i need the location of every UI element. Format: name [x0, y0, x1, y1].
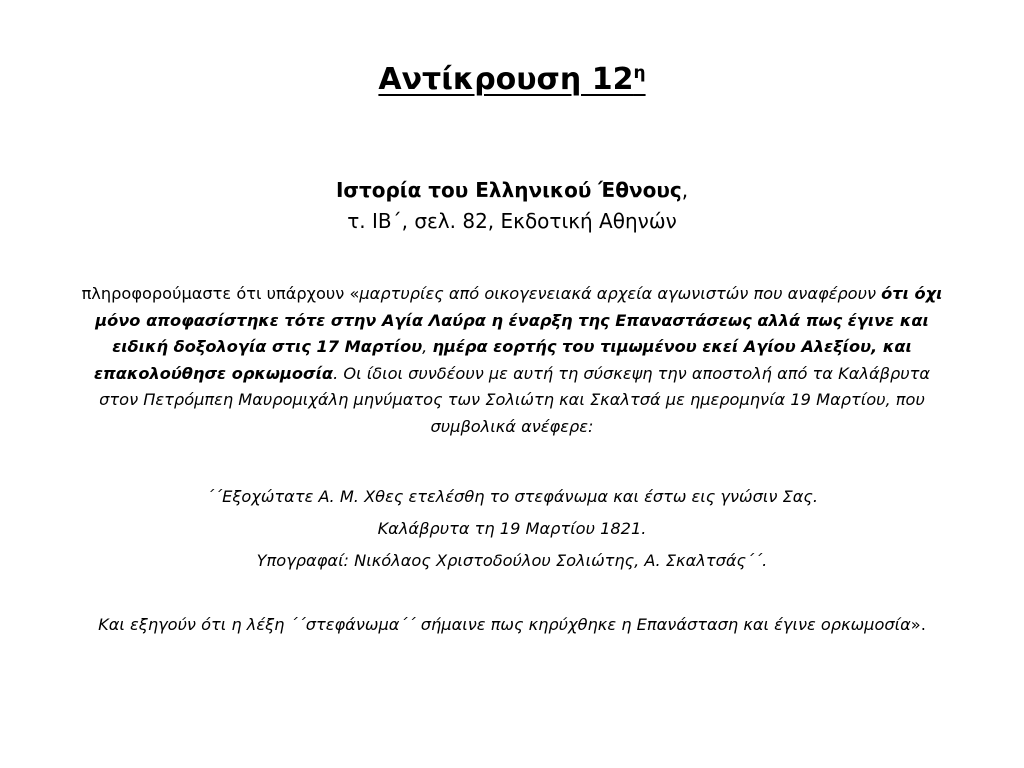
- quote-line-1: ΄΄Εξοχώτατε Α. Μ. Χθες ετελέσθη το στεφάνωμα και έστω εις γνώσιν Σας.: [205, 487, 819, 506]
- source-line-1: [0, 175, 1024, 206]
- book-title-comma: ,: [681, 178, 689, 202]
- quote-line-2: Καλάβρυτα τη 19 Μαρτίου 1821.: [377, 519, 647, 538]
- paragraph-italic-2: . Οι ίδιοι συνδέουν με αυτή τη σύσκεψη την αποστολή από τα Καλάβρυτα στον Πετρόμπεη Μαυρομιχάλη μηνύματος των Σολιώτη και Σκαλτσά με ημερομηνία 19 Μαρτίου, που συμβολικά ανέφερε:: [99, 363, 931, 436]
- closing-end: ».: [910, 615, 926, 634]
- paragraph-emphasis-1: ότι όχι μόνο αποφασίστηκε τότε στην Αγία Λαύρα η έναρξη της Επαναστάσεως αλλά πως έγινε και ειδική δοξολογία στις 17 Μαρτίου: [95, 284, 943, 356]
- book-title: Ιστορία του Ελληνικού Έθνους: [335, 178, 682, 202]
- paragraph-emphasis-2: ημέρα εορτής του τιμωμένου εκεί Αγίου Αλεξίου, και επακολούθησε ορκωμοσία: [93, 337, 912, 383]
- slide-title: [0, 62, 1024, 97]
- title-superscript: η: [633, 63, 646, 83]
- quote-line-3: Υπογραφαί: Νικόλαος Χριστοδούλου Σολιώτης, Α. Σκαλτσάς΄΄.: [256, 551, 768, 570]
- paragraph-intro: πληροφορούμαστε ότι υπάρχουν «: [81, 284, 360, 303]
- body-paragraph: [74, 281, 950, 440]
- source-details: τ. ΙΒ΄, σελ. 82, Εκδοτική Αθηνών: [347, 209, 677, 233]
- paragraph-separator: ,: [422, 337, 433, 356]
- source-citation: [0, 175, 1024, 237]
- quoted-message: [0, 481, 1024, 577]
- paragraph-italic-1: μαρτυρίες από οικογενειακά αρχεία αγωνιστών που αναφέρουν: [359, 284, 882, 303]
- title-text: Αντίκρουση 12: [378, 62, 634, 97]
- closing-text: Και εξηγούν ότι η λέξη ΄΄στεφάνωμα΄΄ σήμαινε πως κηρύχθηκε η Επανάσταση και έγινε ορκωμοσία: [98, 615, 911, 634]
- closing-paragraph: [74, 611, 950, 638]
